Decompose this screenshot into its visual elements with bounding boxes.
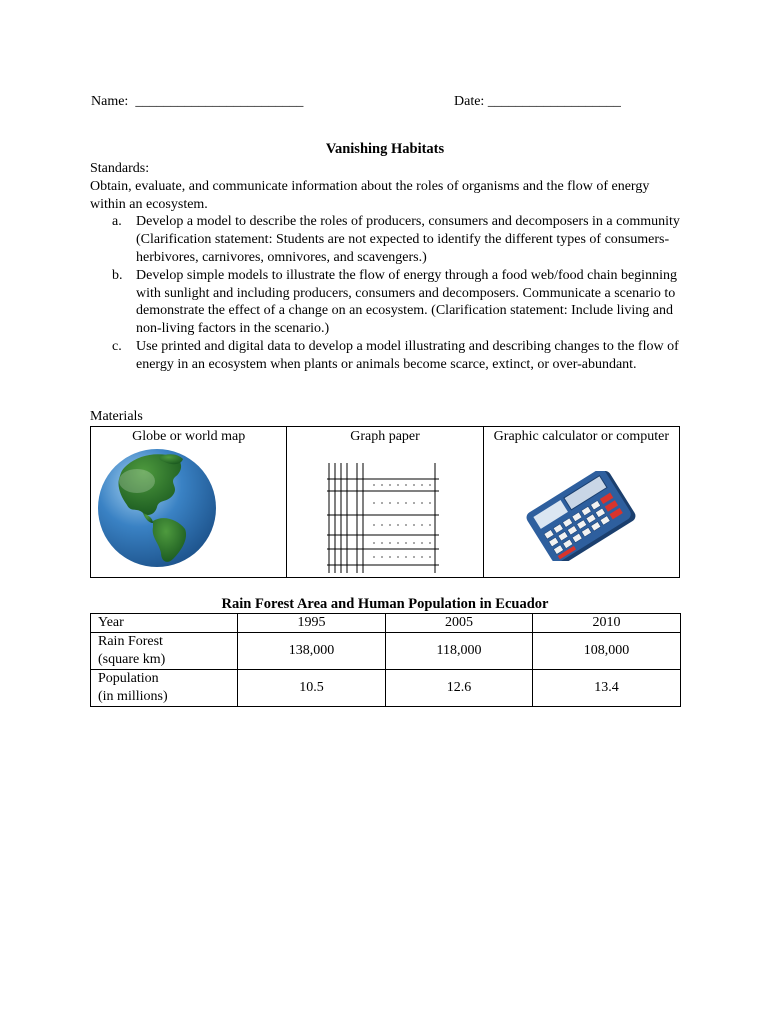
standards-item-letter: c. [112,338,122,354]
table-row [91,633,681,670]
table-cell: 12.6 [386,670,533,707]
standards-item [90,338,680,374]
globe-icon [97,443,217,579]
standards-intro: Obtain, evaluate, and communicate information about the roles of organisms and the flow of energy within an ecosystem. [90,178,650,212]
row-label-line: (in millions) [98,689,168,704]
data-table [90,613,681,707]
date-field-line: Date: ___________________ [454,94,621,109]
materials-cell-graph-paper [287,427,483,578]
table-cell: 13.4 [533,670,681,707]
header-cell: 2010 [533,614,681,633]
row-label-line: Population [98,671,159,686]
standards-heading: Standards: [90,161,150,176]
page-title: Vanishing Habitats [325,141,445,157]
row-label-cell [91,670,238,707]
materials-label: Materials [90,409,143,424]
materials-table [90,426,680,578]
name-field-line: Name: ________________________ [91,94,304,109]
row-label-line: (square km) [98,652,166,667]
standards-item-text: Use printed and digital data to develop a model illustrating and describing changes to the flow of energy in an ecosystem when plants or animals become scarce, extinct, or over-abundant. [136,338,679,372]
table-cell: 10.5 [238,670,386,707]
standards-item [90,267,680,338]
materials-item-label: Graphic calculator or computer [493,429,669,444]
table-header-row [91,614,681,633]
header-cell: 2005 [386,614,533,633]
materials-item-label: Globe or world map [132,429,246,444]
standards-item-letter: b. [112,267,123,283]
standards-item-text: Develop simple models to illustrate the flow of energy through a food web/food chain beginning with sunlight and including producers, consumers and decomposers. Communicate a scenario to demonstrate the effect of a change on an ecosystem. (Clarification statement: Include living and non-living factors in the scenario.) [136,267,677,337]
table-row [91,670,681,707]
standards-list [90,213,680,373]
header-cell: Year [91,614,238,633]
row-label-line: Rain Forest [98,634,163,649]
standards-item [90,213,680,266]
header-cell: 1995 [238,614,386,633]
graph-paper-icon [327,463,442,581]
table-cell: 108,000 [533,633,681,670]
data-table-title: Rain Forest Area and Human Population in Ecuador [221,596,549,612]
materials-item-label: Graph paper [350,429,420,444]
row-label-cell [91,633,238,670]
standards-item-letter: a. [112,214,122,230]
standards-item-text: Develop a model to describe the roles of producers, consumers and decomposers in a community (Clarification statement: Students are not expected to identify the different types of consumers- herbivores, carnivores, omnivores, and scavengers.) [136,214,680,265]
materials-row [91,427,680,578]
materials-cell-calculator [483,427,679,578]
calculator-icon [518,471,648,567]
standards-section [90,160,680,374]
table-cell: 118,000 [386,633,533,670]
table-cell: 138,000 [238,633,386,670]
materials-cell-globe [91,427,287,578]
